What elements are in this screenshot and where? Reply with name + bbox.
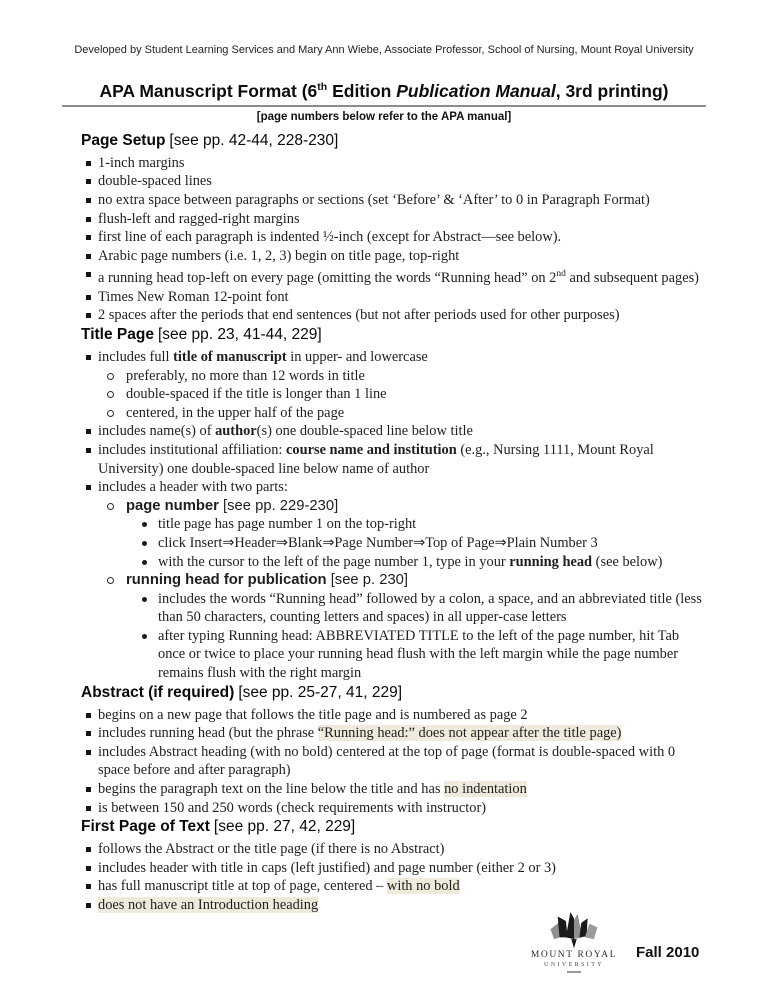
list-item-text: flush-left and ragged-right margins [98, 210, 300, 227]
list-item [86, 247, 702, 266]
list-item-text: 2 spaces after the periods that end sentences (but not after periods used for other purposes) [98, 307, 620, 324]
credit-line: Developed by Student Learning Services and Mary Ann Wiebe, Associate Professor, School of Nursing, Mount Royal University [74, 44, 694, 56]
list-item [107, 404, 702, 423]
list-item [86, 743, 702, 780]
list-item-text: has full manuscript title at top of page, centered – with no bold [98, 878, 460, 895]
list-item [86, 306, 702, 325]
list-item-text: includes a header with two parts: [98, 479, 288, 496]
title-italic-text: Publication Manual [396, 80, 556, 101]
list-item-text: includes header with title in caps (left justified) and page number (either 2 or 3) [98, 859, 556, 876]
list-item [86, 859, 702, 878]
list-item-text: Times New Roman 12-point font [98, 288, 289, 305]
title-text: Edition [327, 80, 397, 101]
title-superscript: th [317, 81, 328, 93]
bullet-circle-outline-icon [107, 410, 114, 417]
document-body [81, 131, 702, 915]
bullet-square-icon [86, 198, 91, 203]
section-heading: Page Setup [see pp. 42-44, 228-230] [81, 131, 339, 149]
bullet-circle-outline-icon [107, 373, 114, 380]
list-item [107, 571, 702, 590]
page-reference: [see pp. 229-230] [218, 497, 339, 514]
bullet-square-icon [86, 847, 91, 852]
logo-subname-text: UNIVERSITY [544, 962, 604, 968]
list-item-text: centered, in the upper half of the page [126, 404, 345, 421]
list-item [142, 534, 702, 553]
sub-heading: page number [126, 497, 219, 514]
bullet-square-icon [86, 313, 91, 318]
list-item-text [126, 571, 702, 590]
list-item [86, 422, 702, 441]
list-item [86, 172, 702, 191]
list-item-text: 1-inch margins [98, 154, 185, 171]
list-item [86, 265, 702, 287]
bullet-circle-outline-icon [107, 577, 114, 584]
bullet-square-icon [86, 448, 91, 453]
footer-date: Fall 2010 [636, 944, 700, 961]
page-reference: [see pp. 23, 41-44, 229] [157, 325, 322, 343]
list-item [142, 627, 702, 683]
bullet-square-icon [86, 429, 91, 434]
list-item-text: no extra space between paragraphs or sections (set ‘Before’ & ‘After’ to 0 in Paragraph Format) [98, 192, 650, 209]
title-divider [62, 105, 706, 107]
list-item-text: includes full title of manuscript in upper- and lowercase [98, 348, 428, 365]
bullet-dot-icon [142, 522, 147, 527]
list-item-text: includes name(s) of author(s) one double-spaced line below title [98, 423, 473, 440]
title-text: APA Manuscript Format (6 [99, 80, 318, 101]
bullet-square-icon [86, 355, 91, 360]
list-item [86, 706, 702, 725]
list-item-text: follows the Abstract or the title page (if there is no Abstract) [98, 841, 445, 858]
bullet-dot-icon [142, 634, 147, 639]
university-logo [528, 912, 620, 973]
page-title [0, 76, 768, 103]
list-item [86, 724, 702, 743]
bullet-dot-icon [142, 597, 147, 602]
list-item [86, 478, 702, 497]
bullet-square-icon [86, 235, 91, 240]
logo-small-mark [567, 971, 581, 973]
bullet-square-icon [86, 485, 91, 490]
list-item-text: double-spaced lines [98, 173, 212, 190]
list-item [86, 840, 702, 859]
bullet-square-icon [86, 254, 91, 259]
list-item [86, 780, 702, 799]
subtitle: [page numbers below refer to the APA manual] [256, 110, 512, 123]
list-item [107, 367, 702, 386]
list-item-text [126, 497, 702, 516]
title-text: , 3rd printing) [555, 80, 669, 101]
list-item [107, 497, 702, 516]
section-abstract [81, 683, 702, 818]
list-item-text: includes the words “Running head” followed by a colon, a space, and an abbreviated title (less than 50 characters, counting letters and spaces) in all upper-case letters [158, 590, 702, 626]
list-item-text: click Insert⇒Header⇒Blank⇒Page Number⇒Top of Page⇒Plain Number 3 [158, 534, 598, 551]
list-item [86, 877, 702, 896]
list-item-text: includes institutional affiliation: course name and institution (e.g., Nursing 1111, Mount Royal University) one double-spaced line below name of author [98, 441, 654, 477]
bullet-dot-icon [142, 541, 147, 546]
list-item-text: begins on a new page that follows the title page and is numbered as page 2 [98, 706, 528, 723]
list-item-text: after typing Running head: ABBREVIATED TITLE to the left of the page number, hit Tab once or twice to place your running head flush with the left margin while the page number remains flush with the right margin [158, 627, 680, 682]
page-reference: [see pp. 25-27, 41, 229] [238, 683, 403, 701]
bullet-square-icon [86, 866, 91, 871]
mount-royal-logo-icon [546, 912, 602, 950]
sub-heading: running head for publication [126, 572, 327, 589]
list-item [142, 590, 702, 627]
highlighted-text: with no bold [386, 878, 460, 895]
list-item-text: includes running head (but the phrase “Running head:” does not appear after the title page) [98, 725, 622, 742]
section-heading: Abstract (if required) [see pp. 25-27, 41, 229] [81, 683, 403, 701]
section-first-page-of-text [81, 817, 702, 914]
page-reference: [see p. 230] [326, 572, 409, 589]
list-item [86, 210, 702, 229]
bullet-square-icon [86, 731, 91, 736]
list-item-text: is between 150 and 250 words (check requirements with instructor) [98, 799, 487, 816]
bullet-square-icon [86, 750, 91, 755]
bullet-square-icon [86, 884, 91, 889]
bullet-square-icon [86, 179, 91, 184]
list-item [86, 228, 702, 247]
highlighted-text: does not have an Introduction heading [98, 897, 319, 913]
bullet-circle-outline-icon [107, 391, 114, 398]
list-item-text: title page has page number 1 on the top-right [158, 516, 417, 533]
bullet-square-icon [86, 161, 91, 166]
list-item-text: double-spaced if the title is longer than 1 line [126, 386, 387, 403]
page-reference: [see pp. 27, 42, 229] [213, 818, 356, 836]
list-item [86, 191, 702, 210]
list-item-text: includes Abstract heading (with no bold) centered at the top of page (format is double-spaced with 0 space before and after paragraph) [98, 743, 676, 779]
bullet-square-icon [86, 272, 91, 277]
list-item-text: begins the paragraph text on the line below the title and has no indentation [98, 781, 527, 798]
list-item [142, 515, 702, 534]
list-item [107, 385, 702, 404]
list-item-text: with the cursor to the left of the page number 1, type in your running head (see below) [158, 553, 663, 570]
list-item [86, 154, 702, 173]
page-reference: [see pp. 42-44, 228-230] [169, 131, 339, 149]
bullet-square-icon [86, 903, 91, 908]
list-item [86, 288, 702, 307]
list-item [86, 441, 702, 478]
bullet-square-icon [86, 295, 91, 300]
list-item [86, 799, 702, 818]
bullet-circle-outline-icon [107, 503, 114, 510]
bullet-square-icon [86, 713, 91, 718]
section-heading: Title Page [see pp. 23, 41-44, 229] [81, 325, 322, 343]
list-item-text: a running head top-left on every page (omitting the words “Running head” on 2nd and subsequent pages) [98, 269, 699, 287]
section-heading: First Page of Text [see pp. 27, 42, 229] [81, 818, 356, 836]
list-item [86, 348, 702, 367]
section-title-page [81, 325, 702, 683]
section-page-setup [81, 131, 702, 325]
highlighted-text: no indentation [444, 781, 527, 798]
logo-name-text: MOUNT ROYAL [530, 950, 618, 960]
bullet-square-icon [86, 806, 91, 811]
highlighted-text: “Running head:” does not appear after the title page) [317, 725, 622, 742]
bullet-dot-icon [142, 560, 147, 565]
list-item-text: first line of each paragraph is indented ½-inch (except for Abstract—see below). [98, 229, 562, 246]
ordinal-superscript: nd [556, 269, 566, 280]
list-item-text: preferably, no more than 12 words in title [126, 367, 365, 384]
bullet-square-icon [86, 217, 91, 222]
bullet-square-icon [86, 787, 91, 792]
list-item-text: Arabic page numbers (i.e. 1, 2, 3) begin on title page, top-right [98, 247, 460, 264]
list-item [142, 553, 702, 572]
